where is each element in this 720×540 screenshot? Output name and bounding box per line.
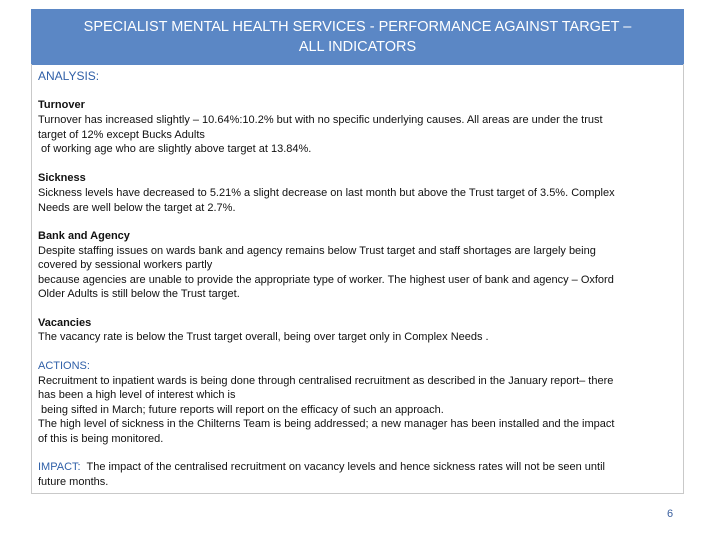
actions-line-1: Recruitment to inpatient wards is being done through centralised recruitment as described in the January report– there — [38, 374, 614, 387]
page-title-line-1: SPECIALIST MENTAL HEALTH SERVICES - PERFORMANCE AGAINST TARGET – — [83, 19, 632, 35]
bank-agency-line-2: covered by sessional workers partly — [38, 259, 213, 271]
turnover-line-1: Turnover has increased slightly – 10.64%:10.2% but with no specific underlying causes. All areas are under the trust — [38, 114, 603, 126]
impact-line-1 — [38, 460, 683, 475]
bank-agency-line-4: Older Adults is still below the Trust target. — [38, 288, 240, 300]
bank-agency-line-3: because agencies are unable to provide the appropriate type of worker. The highest user of bank and agency – Oxford — [38, 273, 614, 286]
actions-line-4: The high level of sickness in the Chilterns Team is being addressed; a new manager has been installed and the impact — [38, 418, 615, 430]
impact-text: The impact of the centralised recruitment on vacancy levels and hence sickness rates will not be seen until — [80, 461, 605, 473]
analysis-label: ANALYSIS: — [38, 69, 100, 83]
header-banner — [31, 9, 684, 65]
impact-line-2: future months. — [38, 475, 109, 488]
actions-line-5: of this is being monitored. — [38, 432, 164, 445]
vacancies-heading: Vacancies — [38, 316, 92, 329]
bank-agency-line-1: Despite staffing issues on wards bank and agency remains below Trust target and staff shortages are largely being — [38, 244, 596, 257]
actions-line-3: being sifted in March; future reports will report on the efficacy of such an approach. — [38, 403, 444, 416]
turnover-line-2: target of 12% except Bucks Adults — [38, 128, 205, 141]
sickness-line-1: Sickness levels have decreased to 5.21% a slight decrease on last month but above the Trust target of 3.5%. Complex — [38, 187, 615, 199]
sickness-line-2: Needs are well below the target at 2.7%. — [38, 201, 236, 214]
turnover-line-3: of working age who are slightly above target at 13.84%. — [38, 143, 312, 155]
bank-agency-heading: Bank and Agency — [38, 230, 130, 242]
page-number: 6 — [666, 508, 674, 520]
page-title-line-2: ALL INDICATORS — [298, 39, 417, 55]
vacancies-line-1: The vacancy rate is below the Trust target overall, being over target only in Complex Needs . — [38, 331, 489, 343]
turnover-heading: Turnover — [38, 99, 85, 111]
actions-label: ACTIONS: — [38, 360, 90, 372]
sickness-heading: Sickness — [38, 172, 86, 184]
impact-label: IMPACT: — [38, 461, 81, 473]
actions-line-2: has been a high level of interest which is — [38, 389, 236, 401]
